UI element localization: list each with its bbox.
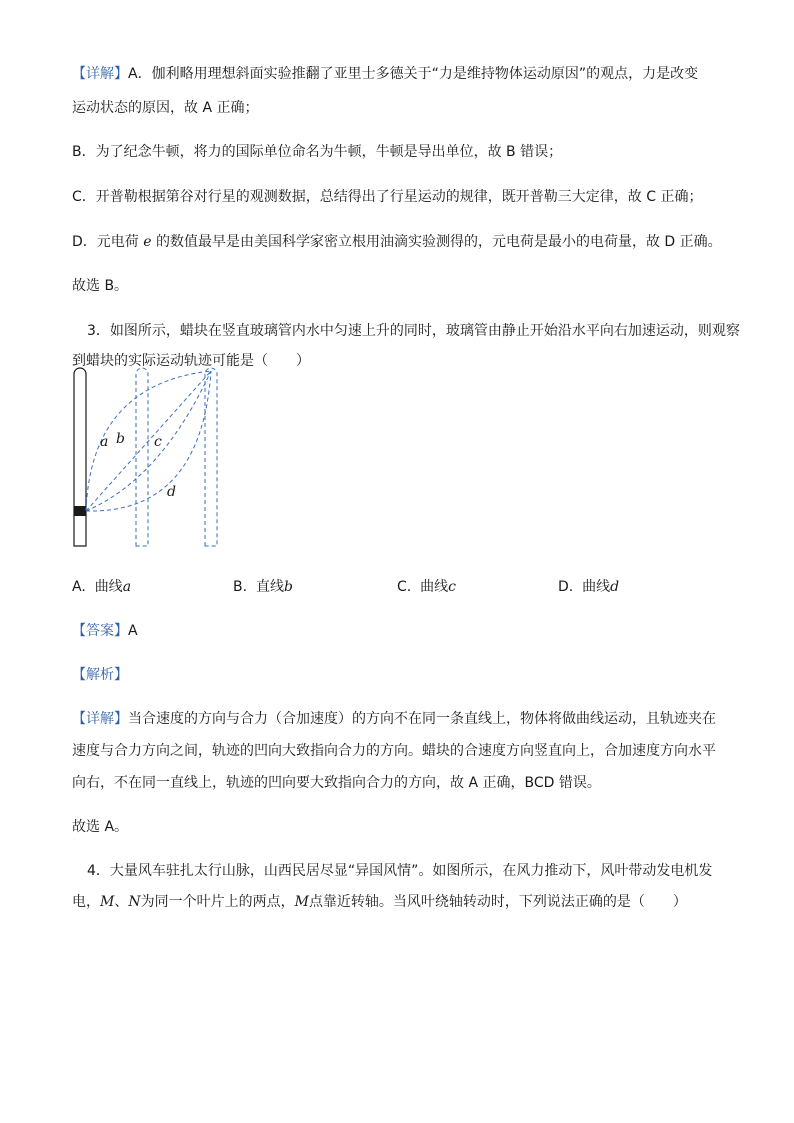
q3-stem-line1: 3．如图所示，蜡块在竖直玻璃管内水中匀速上升的同时，玻璃管由静止开始沿水平向右加速运动，则观察	[87, 323, 740, 339]
answer-value: A	[128, 623, 138, 639]
q4-l2-d: 点靠近转轴。当风叶绕轴转动时，下列说法正确的是（ ）	[308, 894, 687, 910]
q3-analysis	[72, 665, 128, 685]
label-d: d	[167, 484, 176, 500]
option-b[interactable]	[233, 577, 293, 597]
q4-point-m2: M	[294, 894, 309, 910]
q4-l2-a: 电，	[72, 894, 100, 910]
detail-tag: 【详解】	[72, 66, 128, 82]
option-b-text: 直线	[255, 579, 284, 595]
q2-d-pre: D．元电荷	[72, 234, 144, 250]
label-c: c	[154, 434, 162, 450]
option-c[interactable]	[397, 577, 456, 597]
option-d[interactable]	[558, 577, 619, 597]
option-d-var: d	[610, 579, 620, 595]
q3-figure	[66, 364, 226, 550]
q2-option-c-explanation: C．开普勒根据第谷对行星的观测数据，总结得出了行星运动的规律，既开普勒三大定律，故 C 正确；	[72, 189, 703, 205]
q3-detail-tag: 【详解】	[72, 711, 128, 727]
label-b-visible: b	[116, 431, 125, 447]
q2-detail-text1: A．伽利略用理想斜面实验推翻了亚里士多德关于“力是维持物体运动原因”的观点，力是改变	[128, 66, 699, 82]
q4-l2-b: 、	[114, 894, 129, 910]
q2-detail-line1	[72, 64, 698, 84]
q2-d-var: e	[143, 234, 152, 250]
q4-point-n: N	[128, 894, 141, 910]
q2-option-d-explanation	[72, 232, 722, 252]
label-a: a	[100, 434, 109, 450]
q2-choice: 故选 B。	[72, 278, 129, 294]
q4-l2-c: 为同一个叶片上的两点，	[140, 894, 295, 910]
q3-answer	[72, 621, 138, 641]
q3-detail-line1	[72, 709, 716, 729]
q4-stem-line1: 4．大量风车驻扎太行山脉，山西民居尽显“异国风情”。如图所示，在风力推动下，风叶带动发电机发	[87, 863, 713, 879]
q2-detail-line2: 运动状态的原因，故 A 正确；	[72, 100, 259, 116]
glass-tube-solid	[74, 368, 86, 546]
q3-detail-line3: 向右，不在同一直线上，轨迹的凹向要大致指向合力的方向，故 A 正确，BCD 错误。	[72, 775, 601, 791]
q4-stem-line2	[72, 892, 687, 912]
wax-block	[74, 506, 86, 516]
option-b-var: b	[283, 579, 293, 595]
q3-detail-line2: 速度与合力方向之间，轨迹的凹向大致指向合力的方向。蜡块的合速度方向竖直向上，合加速度方向水平	[72, 743, 716, 759]
glass-tube-dashed-1	[136, 368, 148, 546]
option-a-text: 曲线	[94, 579, 123, 595]
option-d-letter: D.	[558, 579, 574, 595]
option-d-text: 曲线	[582, 579, 611, 595]
option-a[interactable]	[72, 577, 131, 597]
option-a-var: a	[122, 579, 132, 595]
option-c-letter: C.	[397, 579, 412, 595]
glass-tube-dashed-2	[205, 368, 217, 546]
option-c-var: c	[448, 579, 456, 595]
q3-detail-text1: 当合速度的方向与合力（合加速度）的方向不在同一条直线上，物体将做曲线运动，且轨迹夹在	[128, 711, 716, 727]
q2-d-post: 的数值最早是由美国科学家密立根用油滴实验测得的，元电荷是最小的电荷量，故 D 正确。	[151, 234, 722, 250]
q4-point-m: M	[100, 894, 115, 910]
analysis-tag: 【解析】	[72, 667, 128, 683]
q2-option-b-explanation: B．为了纪念牛顿，将力的国际单位命名为牛顿，牛顿是导出单位，故 B 错误；	[72, 144, 563, 160]
answer-tag: 【答案】	[72, 623, 128, 639]
option-c-text: 曲线	[420, 579, 449, 595]
q3-choice: 故选 A。	[72, 819, 129, 835]
q3-stem-line2: 到蜡块的实际运动轨迹可能是（ ）	[72, 353, 310, 369]
option-a-letter: A.	[72, 579, 86, 595]
option-b-letter: B.	[233, 579, 248, 595]
